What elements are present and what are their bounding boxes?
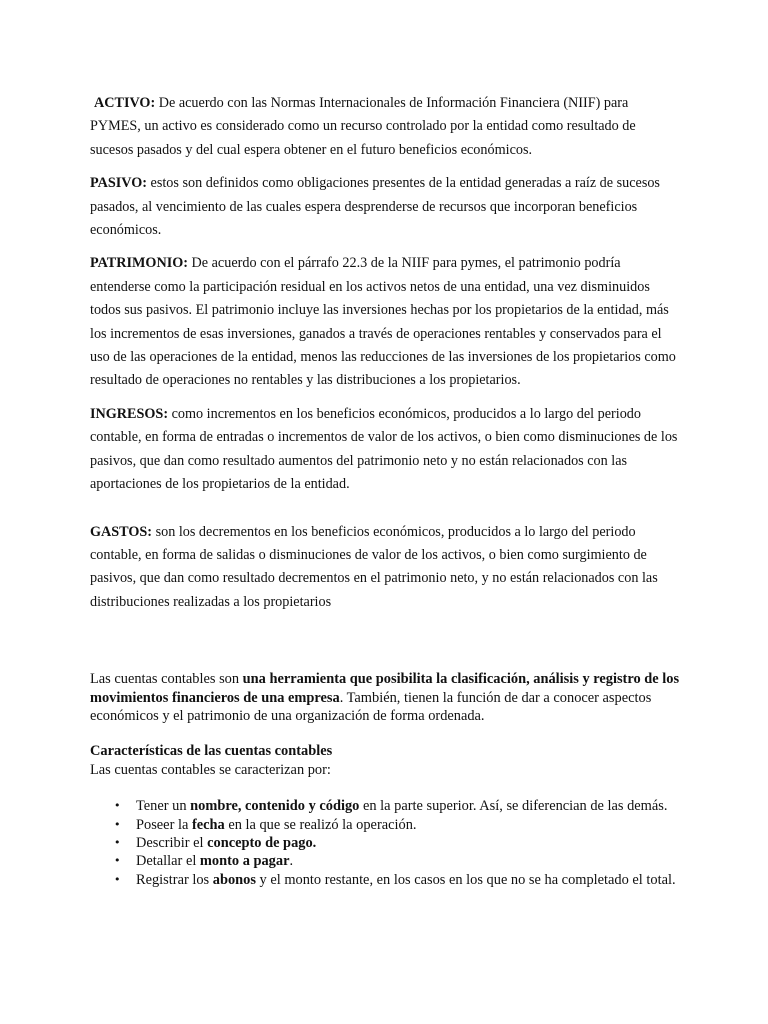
bullet-icon: • <box>114 854 121 868</box>
intro-lead: Las cuentas contables son <box>90 671 243 688</box>
intro-paragraph <box>90 670 680 725</box>
bullet-icon: • <box>114 799 121 813</box>
definition-term: ACTIVO: <box>94 95 156 111</box>
definition-text: son los decrementos en los beneficios económicos, producidos a lo largo del periodo contable, en forma de salidas o disminuciones de valor de los activos, o bien como surgimiento de pasivos, que dan como resultado decrementos en el patrimonio neto, y no están relacionados con las distribuciones realizadas a los propietarios <box>90 523 658 610</box>
characteristics-list <box>90 797 680 889</box>
definition-patrimonio <box>90 252 680 392</box>
definition-text: como incrementos en los beneficios económicos, producidos a lo largo del periodo contable, en forma de entradas o incrementos de valor de los activos, o bien como disminuciones de los pasivos, que dan como resultado aumentos del patrimonio neto y no están relacionados con las aportaciones de los propietarios de la entidad. <box>90 405 678 493</box>
bullet-icon: • <box>114 872 121 886</box>
bullet-icon: • <box>114 835 121 849</box>
list-item: • Detallar el monto a pagar. <box>114 853 294 870</box>
list-item: • Registrar los abonos y el monto restante, en los casos en los que no se ha completado el total. <box>114 871 676 888</box>
definition-term: PASIVO: <box>90 175 147 192</box>
definition-activo <box>90 92 680 162</box>
bullet-icon: • <box>114 817 121 831</box>
list-item: • Poseer la fecha en la que se realizó la operación. <box>114 816 417 833</box>
definition-text: De acuerdo con el párrafo 22.3 de la NIIF para pymes, el patrimonio podría entenderse como la participación residual en los activos netos de una entidad, una vez disminuidos todos sus pasivos. El patrimonio incluye las inversiones hechas por los propietarios de la entidad, más los incrementos de esas inversiones, ganados a través de operaciones rentables y conservados para el uso de las operaciones de la entidad, menos las reducciones de las inversiones de los propietarios como resultado de operaciones no rentables y las distribuciones a los propietarios. <box>90 255 676 389</box>
list-item: • Tener un nombre, contenido y código en la parte superior. Así, se diferencian de las demás. <box>114 798 668 815</box>
definition-ingresos <box>90 403 680 497</box>
definition-pasivo <box>90 172 680 242</box>
definition-term: PATRIMONIO: <box>90 255 188 272</box>
document-page <box>90 92 680 889</box>
list-item: • Describir el concepto de pago. <box>114 834 317 851</box>
intro-bold: una herramienta que posibilita la clasificación, análisis y registro de los movimientos financieros de una empresa <box>90 671 680 706</box>
definition-term: GASTOS: <box>90 523 153 540</box>
section-heading: Características de las cuentas contables <box>90 743 333 760</box>
definition-term: INGRESOS: <box>90 405 169 422</box>
section-subtitle: Las cuentas contables se caracterizan por: <box>90 761 331 778</box>
definition-text: estos son definidos como obligaciones presentes de la entidad generadas a raíz de sucesos pasados, al vencimiento de las cuales espera desprenderse de recursos que incorporan beneficios económicos. <box>90 175 660 239</box>
definition-gastos <box>90 521 680 615</box>
definition-text: De acuerdo con las Normas Internacionales de Información Financiera (NIIF) para PYMES, un activo es considerado como un recurso controlado por la entidad como resultado de sucesos pasados y del cual espera obtener en el futuro beneficios económicos. <box>90 95 636 158</box>
intro-rest: . También, tienen la función de dar a conocer aspectos económicos y el patrimonio de una organización de forma ordenada. <box>90 689 652 724</box>
